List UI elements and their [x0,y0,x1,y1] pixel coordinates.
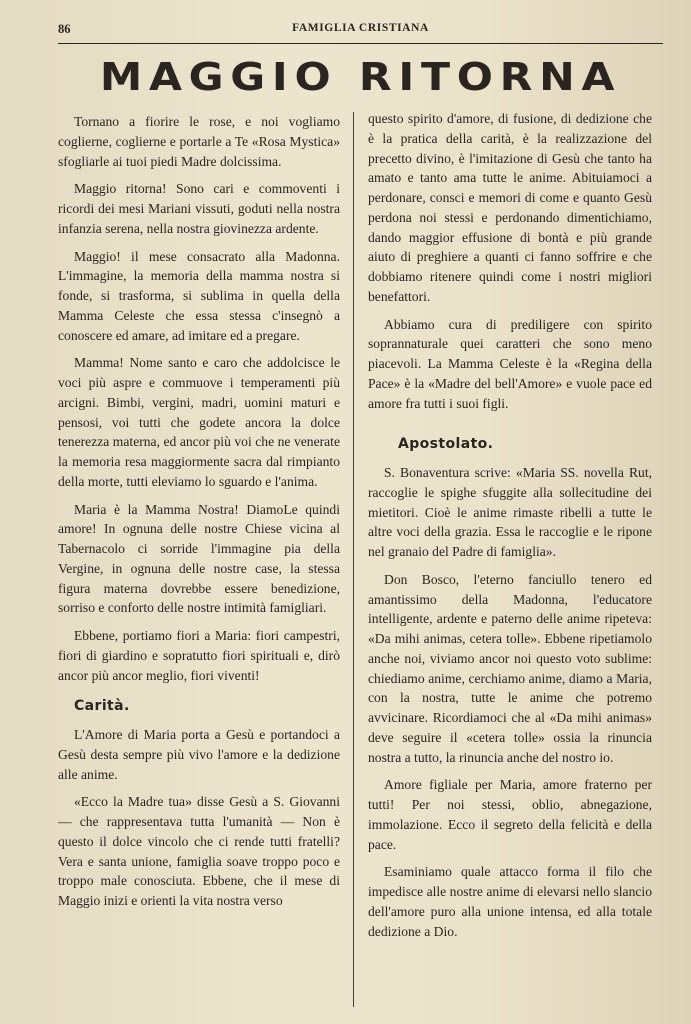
section-heading-carita: Carità. [74,698,130,715]
right-column [368,109,652,949]
paragraph: «Ecco la Madre tua» disse Gesù a S. Giovanni — che rappresentava tutta l'umanità — Non è questo il dolce vincolo che ci rende tutti fratelli? Vera e santa unione, famiglia soave troppo poco e troppo male conosciuta. Ebbene, che il mese di Maggio inizi e orienti la vita nostra verso [58,794,340,908]
paragraph: Maria è la Mamma Nostra! DiamoLe quindi amore! In ognuna delle nostre Chiese vicina al Tabernacolo ci sorride l'immagine pia della Vergine, in ognuna delle nostre case, la stessa figura materna dovrebbe essere benedizione, sorriso e conforto delle nostre intimità famigliari. [58,501,340,616]
header-rule [58,43,663,44]
article-title: MAGGIO RITORNA [99,55,622,99]
paragraph: Esaminiamo quale attacco forma il filo che impedisce alle nostre anime di elevarsi nello slancio dell'amore puro alla unione intensa, ed alla totale dedizione a Dio. [368,864,652,939]
paragraph: Maggio ritorna! Sono cari e commoventi i ricordi dei mesi Mariani vissuti, goduti nella nostra infanzia serena, nella nostra giovinezza ardente. [58,181,340,236]
left-column [58,112,340,919]
paragraph: Don Bosco, l'eterno fanciullo tenero ed amantissimo della Madonna, l'educatore intelligente, ardente e paterno delle anime ripeteva: «Da mihi animas, cetera tolle». Ebbene ripetiamolo anche noi, viviamo ancor noi questo voto sublime: chiediamo anime, cerchiamo anime, diamo a Maria, con la nostra, tutte le anime che potremo avvicinare. Ricordiamoci che al «Da mihi animas» deve seguire il «cetera tolle» ossia la rinuncia nostra a tutto, la rinuncia anche del nostro io. [368,571,652,765]
paragraph: Mamma! Nome santo e caro che addolcisce le voci più aspre e commuove i temperamenti più arcigni. Bimbi, vergini, madri, uomini maturi e pensosi, voi tutti che godete ancora la dolce tenerezza materna, ed ancor più voi che ne venerate la memoria resa maggiormente sacra dal rimpianto della morte, tutti eleviamo lo sguardo e l'anima. [58,355,340,489]
paragraph: L'Amore di Maria porta a Gesù e portandoci a Gesù desta sempre più vivo l'amore e la dedizione alle anime. [58,727,340,782]
paragraph: Abbiamo cura di prediligere con spirito soprannaturale quei caratteri che sono meno piacevoli. La Mamma Celeste è la «Regina della Pace» è la «Madre del bell'Amore» e vuole pace ed amore fra tutti i suoi figli. [368,316,652,411]
paragraph: Tornano a fiorire le rose, e noi vogliamo coglierne, coglierne e portarle a Te «Rosa Mystica» sfogliarle ai tuoi piedi Madre dolcissima. [58,114,340,169]
column-divider [353,112,354,1007]
running-title: FAMIGLIA CRISTIANA [292,22,429,34]
page-number: 86 [58,22,71,36]
running-header [58,22,663,40]
paragraph: S. Bonaventura scrive: «Maria SS. novella Rut, raccoglie le spighe sfuggite alla sollecitudine dei mietitori. Cioè le anime rimaste ribelli a tutte le altre voci della grazia. Essa le raccoglie e le ripone nel granaio del Padre di famiglia». [368,465,652,559]
paragraph: Ebbene, portiamo fiori a Maria: fiori campestri, fiori di giardino e sopratutto fiori spirituali e, dirò ancor più ancor meglio, fiori viventi! [58,628,340,683]
paragraph: questo spirito d'amore, di fusione, di dedizione che è la pratica della carità, è la realizzazione del precetto divino, è l'imitazione di Gesù che tanto ha amato e tanto ama tutte le anime. Abituiamoci a perdonare, consci e memori di come e quanto Gesù perdona noi stessi e perdonando dimentichiamo, dando maggior effusione di bontà e più grande aiuto di preghiere a quanti ci fanno soffrire e che dobbiamo ritenere quindi come i nostri migliori benefattori. [368,111,652,304]
paragraph: Amore figliale per Maria, amore fraterno per tutti! Per noi stessi, oblio, abnegazione, immolazione. Ecco il segreto della felicità e della pace. [368,777,652,852]
section-heading-apostolato: Apostolato. [398,436,494,453]
paragraph: Maggio! il mese consacrato alla Madonna. L'immagine, la memoria della mamma nostra si fonde, si trasforma, si sublima in quella della Mamma Celeste che essa stessa c'insegnò a conoscere ed amare, ad imitare ed a pregare. [58,248,340,343]
